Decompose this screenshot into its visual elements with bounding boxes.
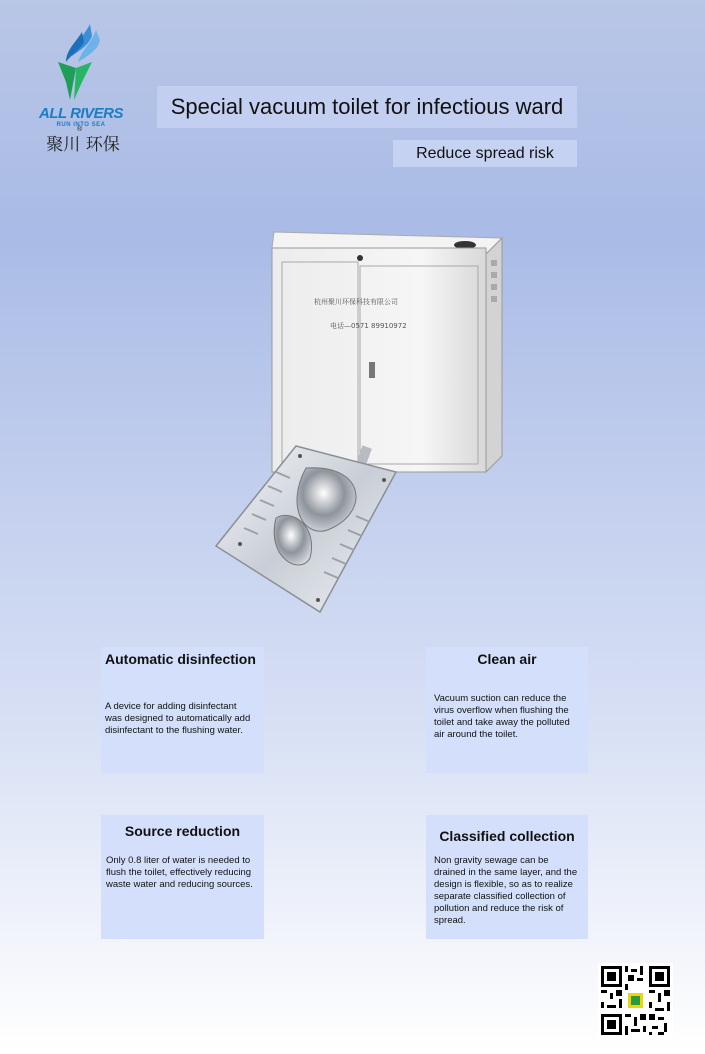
brand-logo xyxy=(36,22,126,157)
feature-text: A device for adding disinfectant was designed to automatically add disinfectant to the flushing water. xyxy=(105,701,251,736)
product-image xyxy=(214,228,506,614)
feature-card-clean-air xyxy=(426,647,588,773)
feature-card-automatic-disinfection xyxy=(101,647,264,773)
registered-mark: ® xyxy=(77,126,83,133)
vacuum-toilet-illustration xyxy=(214,228,506,614)
brand-name-cn-text: 聚川 环保 xyxy=(46,135,120,155)
qr-code-icon xyxy=(598,963,673,1038)
cabinet-text-line1: 杭州聚川环保科技有限公司 xyxy=(314,298,398,306)
feature-text: Vacuum suction can reduce the virus overflow when flushing the toilet and take away the polluted air around the toilet. xyxy=(434,693,570,740)
feature-title: Classified collection xyxy=(439,828,575,844)
page-subtitle xyxy=(393,140,577,167)
feature-title: Clean air xyxy=(477,651,537,667)
brand-name-en: ALL RIVERS xyxy=(39,105,123,122)
feature-card-classified-collection xyxy=(426,815,588,939)
page-subtitle-text: Reduce spread risk xyxy=(416,144,554,162)
water-drop-logo-icon xyxy=(52,22,112,104)
feature-title: Automatic disinfection xyxy=(105,651,256,667)
page-title-text: Special vacuum toilet for infectious ward xyxy=(170,94,564,119)
cabinet-text-line2: 电话—0571 89910972 xyxy=(330,322,407,330)
feature-title: Source reduction xyxy=(124,823,241,839)
feature-text: Non gravity sewage can be drained in the same layer, and the design is flexible, so as to realize separate classified collection of pollution and reduce the risk of spread. xyxy=(434,855,578,926)
brand-tagline: RUN INTO SEA xyxy=(56,122,106,128)
page-title xyxy=(157,86,577,128)
feature-card-source-reduction xyxy=(101,815,264,939)
brand-name-cn xyxy=(38,130,128,155)
feature-text: Only 0.8 liter of water is needed to flush the toilet, effectively reducing waste water and reducing sources. xyxy=(106,855,253,890)
